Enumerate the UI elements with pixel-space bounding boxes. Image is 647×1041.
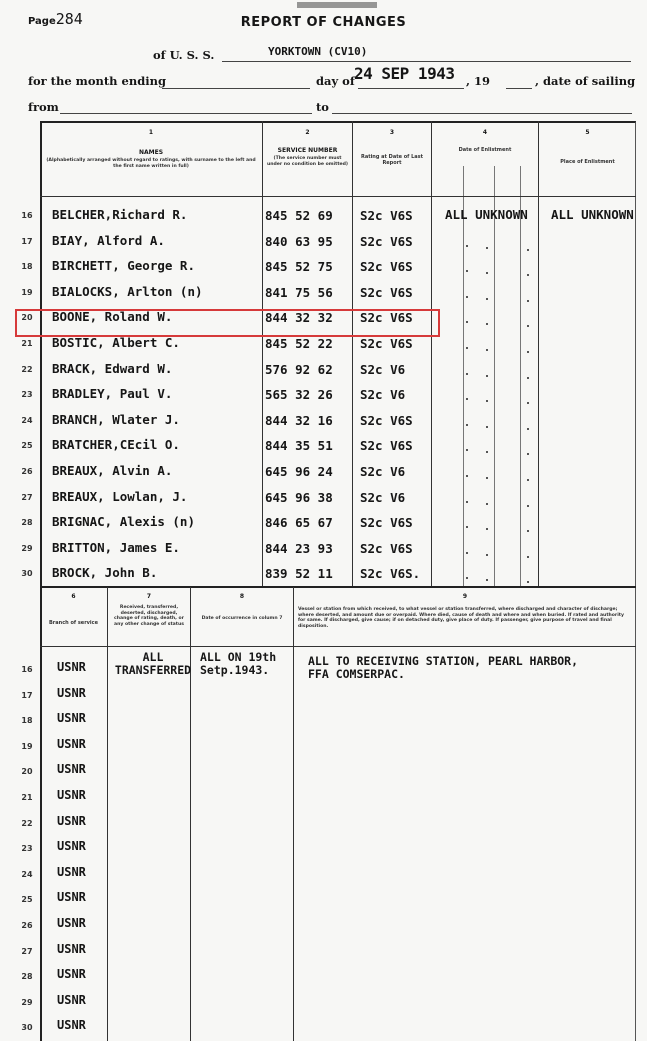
enlistment-place: ALL UNKNOWN bbox=[551, 207, 634, 222]
col-divider bbox=[262, 121, 263, 587]
ditto-mark bbox=[486, 579, 488, 581]
col-divider bbox=[107, 587, 108, 1041]
ditto-mark bbox=[527, 249, 529, 251]
member-name: BIALOCKS, Arlton (n) bbox=[52, 284, 203, 299]
row-number: 16 bbox=[21, 665, 33, 674]
header-separator bbox=[40, 196, 636, 197]
branch-of-service: USNR bbox=[57, 814, 86, 828]
row-number: 20 bbox=[21, 767, 33, 776]
month-line bbox=[162, 87, 310, 89]
row-number: 23 bbox=[21, 390, 33, 399]
row-number: 25 bbox=[21, 441, 33, 450]
row-number: 22 bbox=[21, 365, 33, 374]
branch-of-service: USNR bbox=[57, 711, 86, 725]
ditto-mark bbox=[527, 505, 529, 507]
row-number: 26 bbox=[21, 921, 33, 930]
row-number: 16 bbox=[21, 211, 33, 220]
branch-of-service: USNR bbox=[57, 762, 86, 776]
rating: S2c V6S bbox=[360, 310, 413, 325]
row-number: 27 bbox=[21, 947, 33, 956]
ditto-mark bbox=[527, 581, 529, 583]
ditto-mark bbox=[527, 325, 529, 327]
ship-line bbox=[222, 60, 631, 62]
row-number: 18 bbox=[21, 716, 33, 725]
month-label: for the month ending bbox=[28, 74, 167, 88]
branch-of-service: USNR bbox=[57, 839, 86, 853]
ditto-mark bbox=[527, 530, 529, 532]
row-number: 21 bbox=[21, 339, 33, 348]
page-title: REPORT OF CHANGES bbox=[240, 15, 407, 30]
ditto-mark bbox=[466, 449, 468, 451]
row-highlight-box bbox=[15, 309, 440, 337]
member-name: BRANCH, Wlater J. bbox=[52, 412, 180, 427]
service-number: 565 32 26 bbox=[265, 387, 333, 402]
row-number: 17 bbox=[21, 237, 33, 246]
rating: S2c V6S. bbox=[360, 566, 421, 581]
sailing-label: , date of sailing bbox=[535, 74, 636, 88]
col1-title: NAMES bbox=[138, 149, 164, 156]
col-divider bbox=[538, 121, 539, 587]
to-line bbox=[332, 112, 632, 114]
ditto-mark bbox=[527, 377, 529, 379]
page-number-value: 284 bbox=[55, 10, 83, 28]
branch-of-service: USNR bbox=[57, 967, 86, 981]
service-number: 844 23 93 bbox=[265, 541, 333, 556]
col7-number: 7 bbox=[146, 593, 152, 600]
ditto-mark bbox=[466, 501, 468, 503]
member-name: BRIGNAC, Alexis (n) bbox=[52, 514, 195, 529]
row-number: 22 bbox=[21, 819, 33, 828]
col2-title: SERVICE NUMBER bbox=[277, 147, 338, 154]
row-number: 19 bbox=[21, 288, 33, 297]
rating: S2c V6S bbox=[360, 541, 413, 556]
col8-title: Date of occurrence in column 7 bbox=[201, 616, 283, 621]
change-status: ALL TRANSFERRED bbox=[114, 650, 192, 677]
branch-of-service: USNR bbox=[57, 1018, 86, 1032]
ditto-mark bbox=[486, 528, 488, 530]
ditto-mark bbox=[466, 552, 468, 554]
service-number: 839 52 11 bbox=[265, 566, 333, 581]
rating: S2c V6S bbox=[360, 285, 413, 300]
ditto-mark bbox=[527, 402, 529, 404]
member-name: BRADLEY, Paul V. bbox=[52, 386, 173, 401]
col-divider bbox=[352, 121, 353, 587]
lower-header-separator bbox=[40, 646, 636, 647]
rating: S2c V6S bbox=[360, 336, 413, 351]
member-name: BOONE, Roland W. bbox=[52, 309, 173, 324]
col-subdivider bbox=[463, 166, 464, 587]
ditto-mark bbox=[466, 398, 468, 400]
member-name: BRACK, Edward W. bbox=[52, 361, 173, 376]
ditto-mark bbox=[466, 270, 468, 272]
col3-title: Rating at Date of Last Report bbox=[360, 154, 424, 166]
rating: S2c V6 bbox=[360, 464, 406, 479]
change-date: ALL ON 19th Setp.1943. bbox=[200, 650, 277, 677]
col-divider bbox=[293, 587, 294, 1041]
col1-number: 1 bbox=[148, 129, 154, 136]
ditto-mark bbox=[527, 300, 529, 302]
ditto-mark bbox=[486, 272, 488, 274]
row-number: 23 bbox=[21, 844, 33, 853]
row-number: 29 bbox=[21, 544, 33, 553]
col5-number: 5 bbox=[585, 129, 590, 136]
rating: S2c V6 bbox=[360, 387, 406, 402]
branch-of-service: USNR bbox=[57, 942, 86, 956]
col9-number: 9 bbox=[462, 593, 468, 600]
col6-number: 6 bbox=[71, 593, 76, 600]
branch-of-service: USNR bbox=[57, 788, 86, 802]
col3-number: 3 bbox=[389, 129, 395, 136]
ship-name: YORKTOWN (CV10) bbox=[268, 45, 368, 58]
rating: S2c V6S bbox=[360, 438, 413, 453]
ditto-mark bbox=[527, 428, 529, 430]
row-number: 19 bbox=[21, 742, 33, 751]
rating: S2c V6 bbox=[360, 362, 406, 377]
member-name: BRITTON, James E. bbox=[52, 540, 180, 555]
ditto-mark bbox=[486, 426, 488, 428]
ditto-mark bbox=[466, 321, 468, 323]
service-number: 845 52 69 bbox=[265, 208, 333, 223]
col4-title: Date of Enlistment bbox=[458, 147, 512, 153]
ditto-mark bbox=[486, 247, 488, 249]
rating: S2c V6 bbox=[360, 490, 406, 505]
ditto-mark bbox=[527, 453, 529, 455]
col-subdivider bbox=[520, 166, 521, 587]
row-number: 30 bbox=[21, 1023, 33, 1032]
ditto-mark bbox=[466, 475, 468, 477]
col8-number: 8 bbox=[239, 593, 245, 600]
member-name: BIAY, Alford A. bbox=[52, 233, 165, 248]
row-number: 17 bbox=[21, 691, 33, 700]
ditto-mark bbox=[466, 373, 468, 375]
col4-number: 4 bbox=[482, 129, 488, 136]
service-number: 840 63 95 bbox=[265, 234, 333, 249]
row-number: 27 bbox=[21, 493, 33, 502]
member-name: BROCK, John B. bbox=[52, 565, 158, 580]
row-number: 21 bbox=[21, 793, 33, 802]
year-label: , 19 bbox=[466, 74, 491, 88]
service-number: 841 75 56 bbox=[265, 285, 333, 300]
ditto-mark bbox=[527, 274, 529, 276]
row-number: 28 bbox=[21, 972, 33, 981]
row-number: 28 bbox=[21, 518, 33, 527]
service-number: 846 65 67 bbox=[265, 515, 333, 530]
ditto-mark bbox=[466, 245, 468, 247]
ditto-mark bbox=[466, 347, 468, 349]
ditto-mark bbox=[486, 349, 488, 351]
section-separator bbox=[40, 586, 636, 588]
service-number: 845 52 75 bbox=[265, 259, 333, 274]
rating: S2c V6S bbox=[360, 259, 413, 274]
service-number: 845 52 22 bbox=[265, 336, 333, 351]
member-name: BREAUX, Alvin A. bbox=[52, 463, 173, 478]
col7-title: Received, transferred, deserted, discharged, change of rating, death, or any other change of status bbox=[114, 605, 184, 627]
col2-description: (The service number must under no condition be omitted) bbox=[266, 156, 349, 167]
row-number: 18 bbox=[21, 262, 33, 271]
row-number: 26 bbox=[21, 467, 33, 476]
report-date: 24 SEP 1943 bbox=[354, 64, 455, 83]
of-uss-label: of U. S. S. bbox=[153, 48, 215, 62]
ditto-mark bbox=[527, 479, 529, 481]
member-name: BELCHER,Richard R. bbox=[52, 207, 188, 222]
rating: S2c V6S bbox=[360, 234, 413, 249]
member-name: BOSTIC, Albert C. bbox=[52, 335, 180, 350]
change-details: ALL TO RECEIVING STATION, PEARL HARBOR, FFA COMSERPAC. bbox=[308, 654, 579, 681]
ditto-mark bbox=[486, 554, 488, 556]
day-label: day of bbox=[316, 74, 355, 88]
row-number: 29 bbox=[21, 998, 33, 1007]
service-number: 645 96 38 bbox=[265, 490, 333, 505]
ditto-mark bbox=[466, 296, 468, 298]
col-divider bbox=[431, 121, 432, 587]
year-line bbox=[506, 87, 532, 89]
ditto-mark bbox=[466, 526, 468, 528]
col1-description: (Alphabetically arranged without regard to ratings, with surname to the left and the first name written in full) bbox=[46, 158, 256, 169]
branch-of-service: USNR bbox=[57, 660, 86, 674]
branch-of-service: USNR bbox=[57, 993, 86, 1007]
ditto-mark bbox=[486, 323, 488, 325]
ditto-mark bbox=[527, 556, 529, 558]
branch-of-service: USNR bbox=[57, 737, 86, 751]
row-number: 30 bbox=[21, 569, 33, 578]
from-label: from bbox=[28, 100, 59, 114]
ditto-mark bbox=[486, 503, 488, 505]
col6-title: Branch of service bbox=[49, 620, 98, 626]
service-number: 844 35 51 bbox=[265, 438, 333, 453]
rating: S2c V6S bbox=[360, 413, 413, 428]
enlistment-date: ALL UNKNOWN bbox=[445, 207, 528, 222]
row-number: 24 bbox=[21, 416, 33, 425]
rating: S2c V6S bbox=[360, 515, 413, 530]
col9-title: Vessel or station from which received, to what vessel or station transferred, where discharged and character of discharge; where deserted, and amount due or overpaid. Where died, cause of death and where and when buried. If rated and authority for same. If discharged, give cause; if on detached duty, give place of duty. If passenger, give purpose of travel and final disposition. bbox=[298, 607, 624, 629]
col5-title: Place of Enlistment bbox=[560, 159, 615, 165]
day-line bbox=[358, 87, 464, 89]
service-number: 576 92 62 bbox=[265, 362, 333, 377]
ditto-mark bbox=[486, 298, 488, 300]
ditto-mark bbox=[466, 424, 468, 426]
row-number: 24 bbox=[21, 870, 33, 879]
top-stamp-mark bbox=[297, 2, 377, 8]
ditto-mark bbox=[466, 577, 468, 579]
ditto-mark bbox=[486, 451, 488, 453]
row-number: 25 bbox=[21, 895, 33, 904]
page-label: Page bbox=[28, 16, 56, 27]
service-number: 844 32 32 bbox=[265, 310, 333, 325]
member-name: BREAUX, Lowlan, J. bbox=[52, 489, 188, 504]
branch-of-service: USNR bbox=[57, 686, 86, 700]
branch-of-service: USNR bbox=[57, 890, 86, 904]
member-name: BRATCHER,CEcil O. bbox=[52, 437, 180, 452]
ditto-mark bbox=[486, 477, 488, 479]
service-number: 844 32 16 bbox=[265, 413, 333, 428]
member-name: BIRCHETT, George R. bbox=[52, 258, 195, 273]
to-label: to bbox=[316, 100, 329, 114]
branch-of-service: USNR bbox=[57, 916, 86, 930]
from-line bbox=[60, 112, 312, 114]
ditto-mark bbox=[527, 351, 529, 353]
ditto-mark bbox=[486, 375, 488, 377]
service-number: 645 96 24 bbox=[265, 464, 333, 479]
col-subdivider bbox=[494, 166, 495, 587]
ditto-mark bbox=[486, 400, 488, 402]
row-number: 20 bbox=[21, 313, 33, 322]
branch-of-service: USNR bbox=[57, 865, 86, 879]
rating: S2c V6S bbox=[360, 208, 413, 223]
col2-number: 2 bbox=[305, 129, 310, 136]
